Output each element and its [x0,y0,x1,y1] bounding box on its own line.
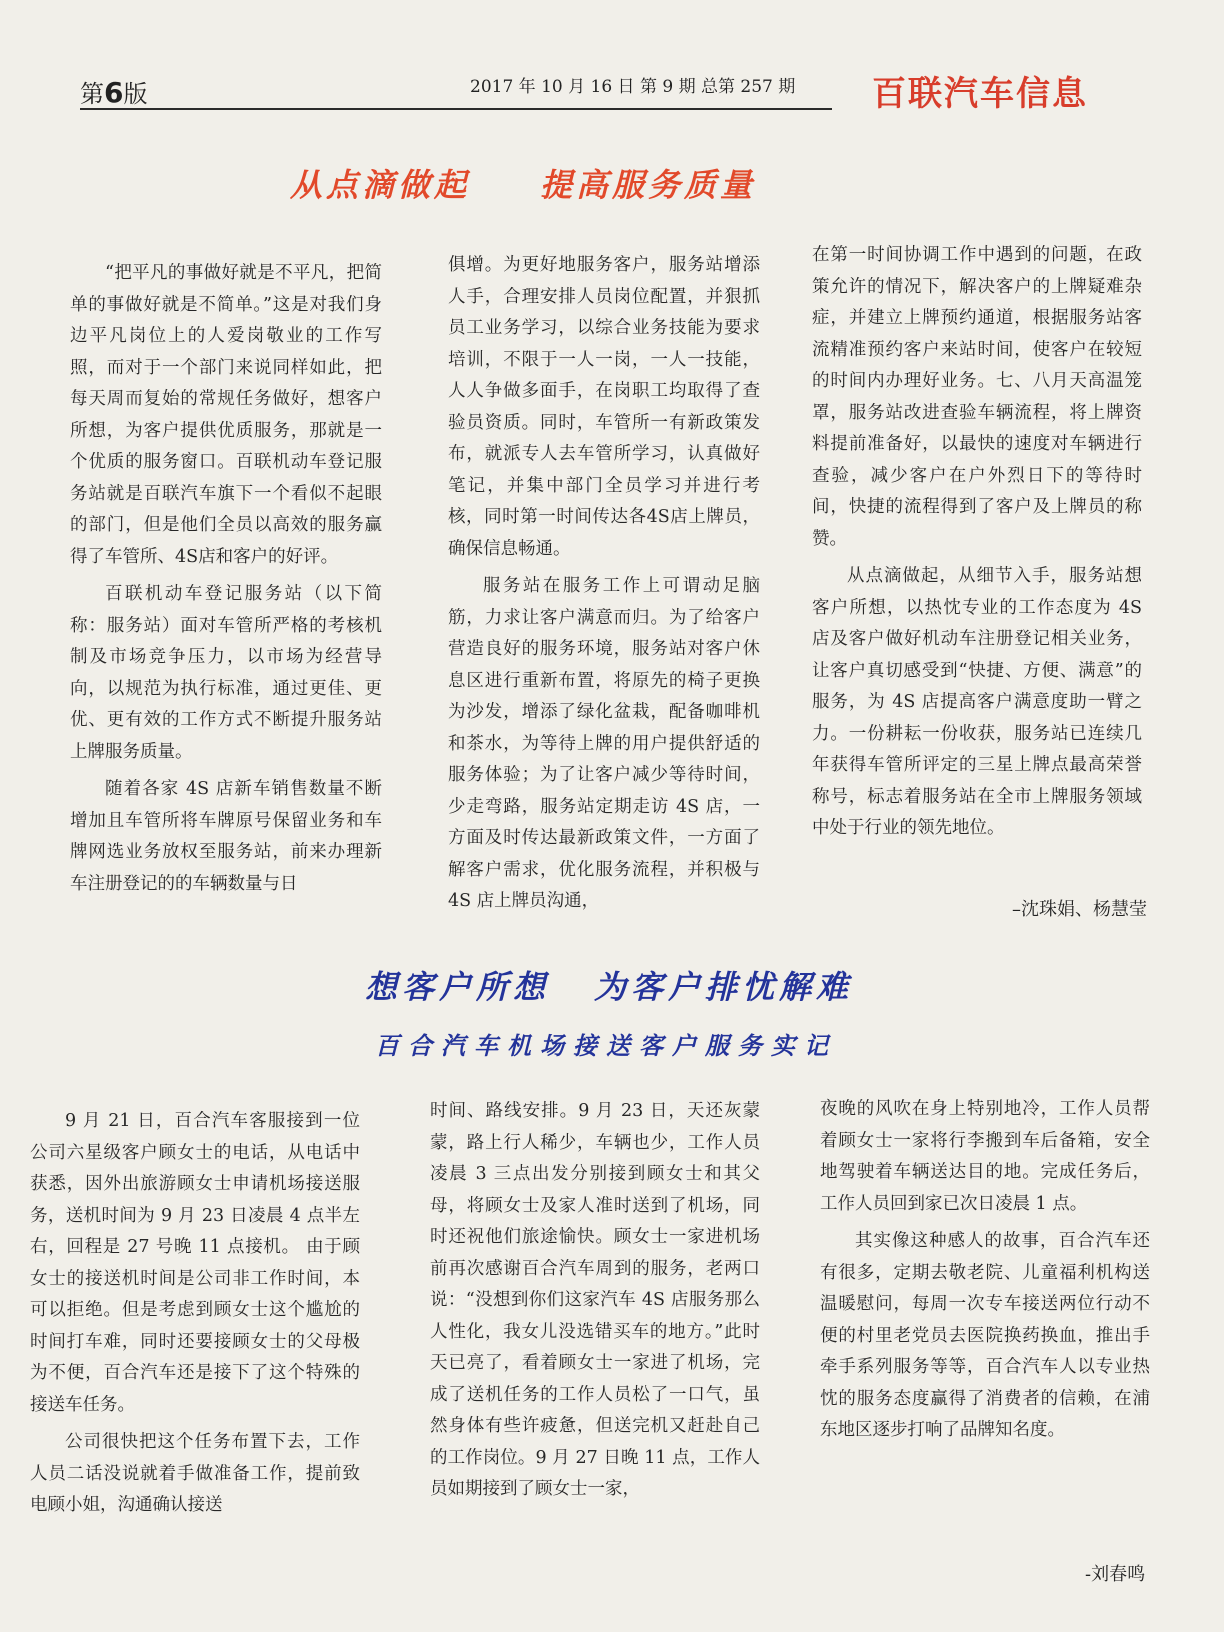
article1-column-1 [70,258,382,900]
article2-column-2 [430,1096,760,1506]
article2-author: -刘春鸣 [1085,1564,1146,1585]
article1-column-2 [448,250,760,918]
paragraph: 夜晚的风吹在身上特别地冷，工作人员帮着顾女士一家将行李搬到车后备箱，安全地驾驶着车辆送达目的地。完成任务后，工作人员回到家已次日凌晨 1 点。 [820,1099,1150,1214]
paragraph: 百联机动车登记服务站（以下简称：服务站）面对车管所严格的考核机制及市场竞争压力，以市场为经营导向，以规范为执行标准，通过更佳、更优、更有效的工作方式不断提升服务站上牌服务质量。 [70,584,382,762]
paragraph: 时间、路线安排。9 月 23 日，天还灰蒙蒙，路上行人稀少，车辆也少，工作人员凌晨 3 三点出发分别接到顾女士和其父母，将顾女士及家人准时送到了机场，同时还祝他们旅途愉快。顾女士一家进机场前再次感谢百合汽车周到的服务，老两口说：“没想到你们这家汽车 4S 店服务那么人性化，我女儿没选错买车的地方。”此时天已亮了，看着顾女士一家进了机场，完成了送机任务的工作人员松了一口气，虽然身体有些许疲惫，但送完机又赶赴自己的工作岗位。9 月 27 日晚 11 点，工作人员如期接到了顾女士一家， [430,1101,760,1499]
page-header [80,66,1170,114]
article2-title-part1: 想客户所想 [365,968,551,1006]
article1-title-part1: 从点滴做起 [290,166,471,204]
paragraph: “把平凡的事做好就是不平凡，把简单的事做好就是不简单。”这是对我们身边平凡岗位上的人爱岗敬业的工作写照，而对于一个部门来说同样如此，把每天周而复始的常规任务做好，想客户所想，为客户提供优质服务，那就是一个优质的服务窗口。百联机动车登记服务站就是百联汽车旗下一个看似不起眼的部门，但是他们全员以高效的服务赢得了车管所、4S店和客户的好评。 [70,263,382,567]
paragraph: 其实像这种感人的故事，百合汽车还有很多，定期去敬老院、儿童福利机构送温暖慰问，每周一次专车接送两位行动不便的村里老党员去医院换药换血，推出手牵手系列服务等等，百合汽车人以专业热忱的服务态度赢得了消费者的信赖，在浦东地区逐步打响了品牌知名度。 [820,1231,1150,1440]
article2-column-1 [30,1106,360,1522]
edition-label [80,74,147,109]
paragraph: 在第一时间协调工作中遇到的问题，在政策允许的情况下，解决客户的上牌疑难杂症，并建立上牌预约通道，根据服务站客流精准预约客户来站时间，使客户在较短的时间内办理好业务。七、八月天高温笼罩，服务站改进查验车辆流程，将上牌资料提前准备好，以最快的速度对车辆进行查验，减少客户在户外烈日下的等待时间，快捷的流程得到了客户及上牌员的称赞。 [812,245,1142,549]
article1-author: –沈珠娟、杨慧莹 [1012,899,1147,920]
article2-subtitle: 百合汽车机场接送客户服务实记 [375,1031,837,1060]
paragraph: 从点滴做起，从细节入手，服务站想客户所想，以热忱专业的工作态度为 4S 店及客户做好机动车注册登记相关业务，让客户真切感受到“快捷、方便、满意”的服务，为 4S 店提高客户满意度助一臂之力。一份耕耘一份收获，服务站已连续几年获得车管所评定的三星上牌点最高荣誉称号，标志着服务站在全市上牌服务领域中处于行业的领先地位。 [812,566,1142,838]
header-rule [80,108,832,110]
article1-column-3 [812,240,1142,845]
edition-number: 6 [104,76,124,109]
edition-prefix: 第 [80,80,104,108]
article2-column-3 [820,1094,1150,1447]
paragraph: 随着各家 4S 店新车销售数量不断增加且车管所将车牌原号保留业务和车牌网选业务放权至服务站，前来办理新车注册登记的的车辆数量与日 [70,779,382,894]
paragraph: 公司很快把这个任务布置下去，工作人员二话没说就着手做准备工作，提前致电顾小姐，沟通确认接送 [30,1432,360,1515]
article2-title [365,962,853,1008]
paragraph: 俱增。为更好地服务客户，服务站增添人手，合理安排人员岗位配置，并狠抓员工业务学习，以综合业务技能为要求培训，不限于一人一岗，一人一技能，人人争做多面手，在岗职工均取得了查验员资质。同时，车管所一有新政策发布，就派专人去车管所学习，认真做好笔记，并集中部门全员学习并进行考核，同时第一时间传达各4S店上牌员，确保信息畅通。 [448,255,760,559]
edition-suffix: 版 [123,80,148,108]
article1-title-part2: 提高服务质量 [540,166,757,204]
issue-info: 2017 年 10 月 16 日 第 9 期 总第 257 期 [470,77,796,97]
article1-title [290,160,930,206]
paragraph: 服务站在服务工作上可谓动足脑筋，力求让客户满意而归。为了给客户营造良好的服务环境，服务站对客户休息区进行重新布置，将原先的椅子更换为沙发，增添了绿化盆栽，配备咖啡机和茶水，为等待上牌的用户提供舒适的服务体验；为了让客户减少等待时间，少走弯路，服务站定期走访 4S 店，一方面及时传达最新政策文件，一方面了解客户需求，优化服务流程，并积极与 4S 店上牌员沟通， [448,576,760,911]
paragraph: 9 月 21 日，百合汽车客服接到一位公司六星级客户顾女士的电话，从电话中获悉，因外出旅游顾女士申请机场接送服务，送机时间为 9 月 23 日凌晨 4 点半左右，回程是 27 号晚 11 点接机。 由于顾女士的接送机时间是公司非工作时间，本可以拒绝。但是考虑到顾女士这个尴尬的时间打车难，同时还要接顾女士的父母极为不便，百合汽车还是接下了这个特殊的接送车任务。 [30,1111,360,1415]
paper-name: 百联汽车信息 [872,74,1088,114]
article2-title-part2: 为客户排忧解难 [594,968,854,1006]
